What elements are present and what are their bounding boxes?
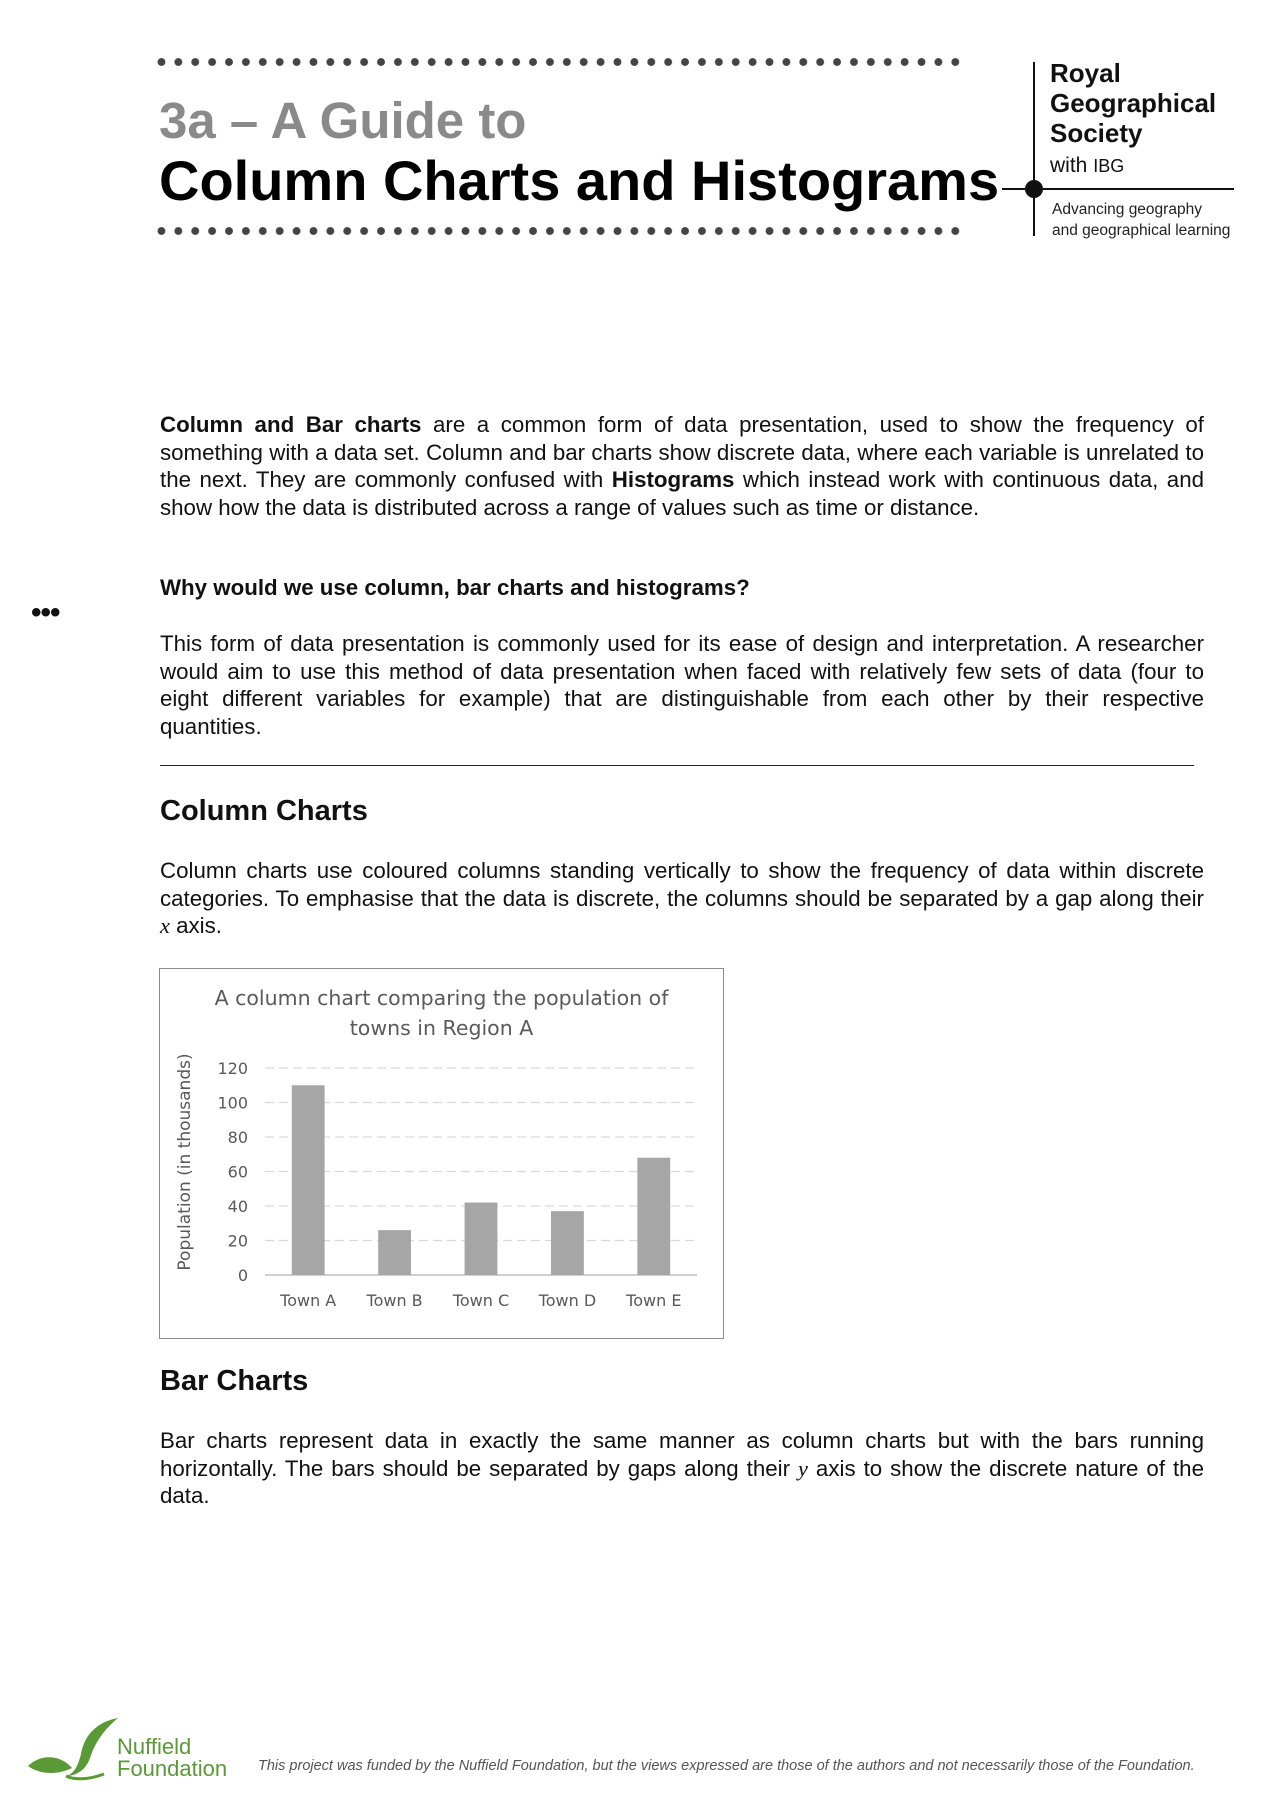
bar-charts-paragraph	[160, 1427, 1204, 1510]
logo-line-royal: Royal	[1050, 58, 1121, 88]
section-divider	[160, 765, 1194, 766]
why-paragraph: This form of data presentation is commonly used for its ease of design and interpretation. A researcher would aim to use this method of data presentation when faced with relatively few sets of data (four to eight different variables for example) that are distinguishable from each other by their respective quantities.	[160, 631, 1204, 739]
bar-charts-body	[160, 1427, 1204, 1510]
logo-ibg: IBG	[1093, 156, 1125, 176]
column-chart	[159, 968, 724, 1339]
chart-x-ticks	[279, 1291, 681, 1310]
bar-charts-heading: Bar Charts	[160, 1365, 309, 1397]
page-subtitle: 3a – A Guide to	[159, 92, 527, 149]
chart-bar-town-b	[378, 1230, 411, 1275]
why-heading: Why would we use column, bar charts and histograms?	[160, 575, 750, 600]
intro-section	[160, 411, 1204, 521]
intro-bold-term-1: Column and Bar charts	[160, 412, 422, 437]
logo-tagline-2: and geographical learning	[1052, 222, 1231, 239]
intro-paragraph	[160, 411, 1204, 521]
y-variable: y	[798, 1455, 808, 1481]
column-charts-heading: Column Charts	[160, 795, 368, 827]
chart-y-tick-label: 100	[217, 1093, 248, 1113]
chart-y-tick-label: 0	[237, 1266, 248, 1285]
column-text-after: axis.	[169, 913, 222, 938]
chart-y-tick-label: 80	[227, 1128, 248, 1147]
header-dotted-rule-bottom	[153, 226, 965, 236]
bar-charts-heading-wrap	[160, 1365, 1204, 1398]
logo-tagline-1: Advancing geography	[1052, 201, 1202, 218]
chart-bar-town-c	[465, 1203, 498, 1275]
logo-line-society: Society	[1050, 118, 1143, 148]
nuffield-leaf-icon	[26, 1714, 121, 1786]
chart-y-tick-label: 20	[227, 1231, 248, 1251]
x-variable: x	[160, 913, 170, 938]
why-section	[160, 575, 1204, 601]
logo-with: with	[1050, 154, 1088, 177]
chart-bars	[292, 1085, 670, 1275]
intro-bold-term-2: Histograms	[611, 467, 735, 492]
logo-vertical-line	[1033, 62, 1035, 236]
intro-text-1: are a common form of data presentation, used to show the frequency of something with a data set. Column and bar charts show discrete data, where each variable is unrelated to the next. They are commonly confused with	[160, 412, 1204, 492]
logo-tagline	[1052, 199, 1230, 241]
logo-with-ibg	[1050, 154, 1124, 178]
nuffield-logo-line-2: Foundation	[117, 1756, 228, 1781]
chart-bar-town-e	[637, 1158, 670, 1275]
logo-line-geographical: Geographical	[1050, 88, 1217, 118]
intro-text-2: which instead work with continuous data, and show how the data is distributed across a range of values such as time or distance.	[160, 467, 1204, 520]
chart-x-tick-label: Town C	[452, 1291, 510, 1310]
chart-x-tick-label: Town A	[280, 1291, 337, 1310]
chart-y-tick-label: 120	[217, 1059, 248, 1078]
chart-y-ticks	[217, 1059, 248, 1285]
page-title: Column Charts and Histograms	[159, 149, 1000, 212]
column-charts-paragraph	[160, 857, 1204, 940]
chart-y-tick-label: 40	[227, 1197, 248, 1216]
header-dotted-rule-top	[153, 57, 965, 67]
chart-bar-town-a	[292, 1085, 325, 1275]
bar-text-after: axis to show the discrete nature of the data.	[160, 1455, 1204, 1508]
bar-text-before: Bar charts represent data in exactly the same manner as column charts but with the bars running horizontally. The bars should be separated by gaps along their	[160, 1428, 1204, 1481]
funding-disclaimer: This project was funded by the Nuffield Foundation, but the views expressed are those of the authors and not necessarily those of the Foundation.	[258, 1758, 1195, 1774]
chart-x-tick-label: Town E	[626, 1291, 682, 1310]
logo-name	[1050, 58, 1216, 148]
column-text-before: Column charts use coloured columns standing vertically to show the frequency of data within discrete categories. To emphasise that the data is discrete, the columns should be separated by a gap along their	[160, 858, 1204, 911]
chart-plot	[160, 969, 723, 1338]
column-charts-body	[160, 857, 1204, 940]
nuffield-logo-line-1: Nuffield	[117, 1734, 192, 1759]
column-charts-heading-wrap	[160, 795, 1204, 828]
chart-x-tick-label: Town D	[538, 1291, 597, 1310]
chart-y-tick-label: 60	[227, 1162, 248, 1182]
chart-title-line-1: A column chart comparing the population of	[214, 986, 669, 1010]
logo-dot	[1025, 180, 1043, 198]
chart-x-tick-label: Town B	[366, 1291, 423, 1310]
chart-title-line-2: towns in Region A	[349, 1016, 534, 1040]
margin-ellipsis-marker: •••	[31, 596, 60, 629]
why-body-section	[160, 630, 1204, 740]
chart-bar-town-d	[551, 1211, 584, 1275]
nuffield-logo-text	[117, 1736, 227, 1780]
chart-y-axis-label: Population (in thousands)	[175, 1053, 195, 1271]
